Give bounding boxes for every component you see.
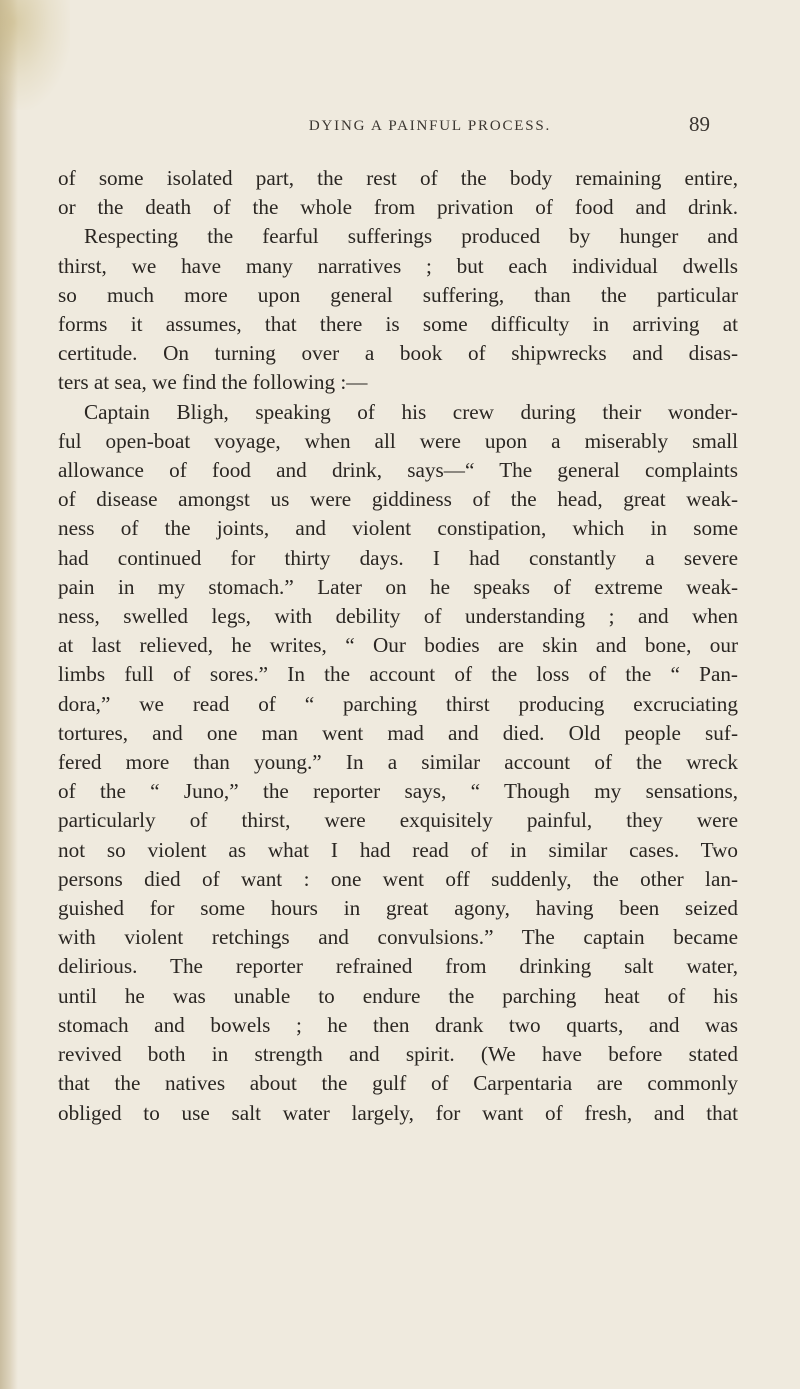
text-line: ness, swelled legs, with debility of understanding ; and when [58, 604, 738, 629]
text-line: dora,” we read of “ parching thirst producing excruciating [58, 691, 738, 716]
page-number: 89 [689, 112, 710, 136]
text-line: ful open-boat voyage, when all were upon a miserably small [58, 428, 738, 453]
text-line: had continued for thirty days. I had constantly a severe [58, 545, 738, 570]
text-line: fered more than young.” In a similar account of the wreck [58, 750, 738, 775]
running-head: DYING A PAINFUL PROCESS. [308, 118, 552, 134]
page-binding-edge [0, 0, 18, 1389]
text-line: of the “ Juno,” the reporter says, “ Though my sensations, [58, 779, 738, 804]
text-line: stomach and bowels ; he then drank two quarts, and was [58, 1012, 738, 1037]
text-line: ters at sea, we find the following :— [58, 370, 368, 395]
text-line: ness of the joints, and violent constipation, which in some [58, 516, 738, 541]
text-line: obliged to use salt water largely, for want of fresh, and that [58, 1100, 738, 1125]
text-line: particularly of thirst, were exquisitely painful, they were [58, 808, 738, 833]
text-line: delirious. The reporter refrained from drinking salt water, [58, 954, 738, 979]
text-line: of some isolated part, the rest of the body remaining entire, [58, 166, 738, 190]
text-line: with violent retchings and convulsions.” The captain became [58, 925, 738, 950]
text-line: of disease amongst us were giddiness of the head, great weak- [58, 487, 738, 512]
text-line: allowance of food and drink, says—“ The general complaints [58, 458, 738, 483]
paper-stain [0, 0, 70, 110]
text-line: certitude. On turning over a book of shipwrecks and disas- [58, 341, 738, 366]
text-line: pain in my stomach.” Later on he speaks of extreme weak- [58, 574, 738, 599]
text-line: so much more upon general suffering, than the particular [58, 282, 738, 307]
text-line: at last relieved, he writes, “ Our bodies are skin and bone, our [58, 633, 738, 658]
text-line: or the death of the whole from privation of food and drink. [58, 195, 738, 220]
body-text [58, 164, 738, 1128]
text-line: Captain Bligh, speaking of his crew during their wonder- [84, 399, 738, 424]
text-line: persons died of want : one went off suddenly, the other lan- [58, 866, 738, 891]
text-line: forms it assumes, that there is some difficulty in arriving at [58, 312, 738, 337]
text-line: thirst, we have many narratives ; but each individual dwells [58, 253, 738, 278]
text-line: not so violent as what I had read of in similar cases. Two [58, 837, 738, 862]
text-line: revived both in strength and spirit. (We have before stated [58, 1042, 738, 1067]
text-line: limbs full of sores.” In the account of the loss of the “ Pan- [58, 662, 738, 687]
text-line: tortures, and one man went mad and died. Old people suf- [58, 720, 738, 745]
text-line: guished for some hours in great agony, having been seized [58, 896, 738, 921]
text-line: that the natives about the gulf of Carpentaria are commonly [58, 1071, 738, 1096]
text-line: Respecting the fearful sufferings produced by hunger and [84, 224, 738, 249]
text-line: until he was unable to endure the parching heat of his [58, 983, 738, 1008]
